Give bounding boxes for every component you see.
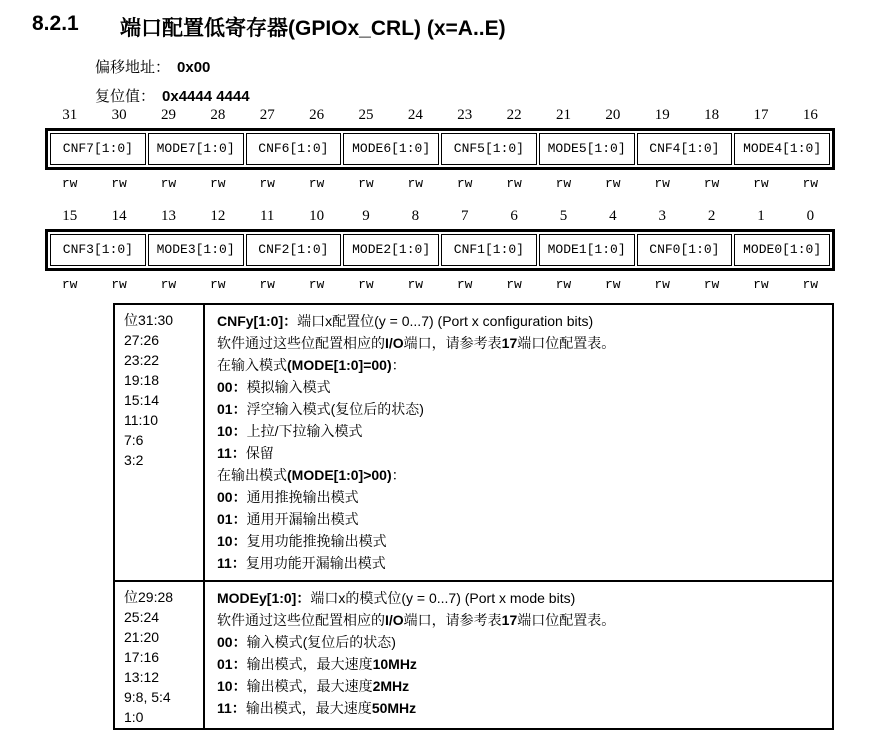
description-segment: ： [391, 357, 406, 373]
access-type-label: rw [506, 176, 522, 191]
bit-description-table [113, 303, 834, 730]
description-segment: 10MHz [372, 656, 417, 672]
description-segment: (MODE[1:0]=00) [287, 357, 392, 373]
bit-number: 10 [309, 208, 325, 224]
description-segment: ： [391, 467, 406, 483]
section-title: 端口配置低寄存器(GPIOx_CRL) (x=A..E) [120, 17, 506, 40]
description-segment: 上拉/下拉输入模式 [246, 423, 363, 439]
description-segment: 50MHz [371, 700, 417, 716]
description-segment: (MODE[1:0]>00) [287, 467, 392, 483]
description-segment: 10： [217, 533, 247, 549]
register-field-cell: MODE4[1:0] [734, 133, 830, 165]
offset-address-line [95, 53, 250, 82]
description-segment: 复用功能开漏输出模式 [245, 555, 386, 571]
bit-number: 31 [62, 107, 78, 123]
description-segment: 01： [217, 656, 247, 672]
bit-number: 9 [362, 208, 370, 224]
description-line [217, 609, 824, 631]
bit-range-line: 位29:28 [124, 589, 174, 605]
description-line [217, 508, 824, 530]
bit-number: 24 [407, 107, 423, 123]
access-type-label: rw [703, 277, 720, 292]
bit-number: 8 [411, 208, 420, 224]
description-line [217, 486, 824, 508]
bit-number: 18 [704, 107, 720, 123]
description-segment: 端口，请参考表 [403, 335, 502, 351]
bit-number: 26 [309, 107, 325, 123]
description-segment: 保留 [245, 445, 274, 461]
description-segment: 17 [501, 335, 518, 351]
register-field-cell: CNF3[1:0] [50, 234, 146, 266]
access-type-label: rw [259, 176, 275, 191]
offset-address-value: 0x00 [177, 59, 211, 76]
bit-description-cell [205, 305, 832, 582]
bit-range-line: 27:26 [124, 332, 160, 348]
access-type-label: rw [703, 176, 720, 191]
access-type-label: rw [654, 176, 670, 191]
bit-range-line: 17:16 [124, 649, 160, 665]
description-line [217, 310, 824, 332]
register-field-cell: CNF5[1:0] [441, 133, 537, 165]
description-line [217, 464, 824, 486]
description-segment: 端口x的模式位(y = 0...7) (Port x mode bits) [310, 590, 576, 606]
bit-numbers-row [45, 206, 835, 226]
register-field-cell: MODE3[1:0] [148, 234, 244, 266]
description-segment: 通用推挽输出模式 [246, 489, 359, 505]
bit-number: 7 [460, 208, 469, 224]
description-segment: 复用功能推挽输出模式 [246, 533, 387, 549]
description-segment: 通用开漏输出模式 [246, 511, 359, 527]
description-segment: 01： [217, 511, 247, 527]
description-segment: 2MHz [372, 678, 410, 694]
access-type-label: rw [555, 176, 572, 191]
description-segment: 11： [217, 445, 246, 461]
access-type-label: rw [753, 176, 769, 191]
access-type-label: rw [308, 277, 325, 292]
description-segment: 输入模式(复位后的状态) [246, 634, 396, 650]
description-segment: 软件通过这些位配置相应的 [217, 335, 385, 351]
register-field-cell: MODE0[1:0] [734, 234, 830, 266]
description-line [217, 552, 824, 574]
access-type-label: rw [259, 277, 275, 292]
description-segment: 模拟输入模式 [246, 379, 331, 395]
register-field-cell: MODE7[1:0] [148, 133, 244, 165]
description-segment: 端口位配置表。 [517, 335, 616, 351]
register-field-cell: CNF2[1:0] [246, 234, 342, 266]
description-line [217, 420, 824, 442]
description-line [217, 354, 824, 376]
description-line [217, 587, 824, 609]
description-segment: CNFy[1:0]： [217, 313, 298, 329]
bit-number: 14 [111, 208, 127, 224]
register-field-cell: CNF1[1:0] [441, 234, 537, 266]
register-fields-row [45, 128, 835, 170]
description-line [217, 442, 824, 464]
access-type-label: rw [160, 176, 177, 191]
access-type-label: rw [160, 277, 177, 292]
bit-range-line: 25:24 [124, 609, 160, 625]
description-segment: 00： [217, 379, 247, 395]
access-type-label: rw [456, 176, 473, 191]
access-type-label: rw [407, 277, 424, 292]
description-segment: 10： [217, 678, 247, 694]
bit-range-line: 1:0 [124, 709, 144, 725]
description-line [217, 376, 824, 398]
register-field-cell: CNF4[1:0] [637, 133, 733, 165]
description-line [217, 675, 824, 697]
section-number: 8.2.1 [32, 12, 79, 35]
bit-number: 2 [707, 208, 716, 224]
register-field-cell: MODE5[1:0] [539, 133, 635, 165]
access-type-label: rw [111, 176, 127, 191]
description-segment: MODEy[1:0]： [217, 590, 311, 606]
register-field-cell: CNF6[1:0] [246, 133, 342, 165]
register-field-cell: CNF0[1:0] [637, 234, 733, 266]
description-segment: 00： [217, 634, 247, 650]
description-segment: 在输入模式 [217, 357, 287, 373]
register-row [45, 105, 835, 192]
reset-value-label: 复位值： [95, 88, 156, 105]
access-type-label: rw [407, 176, 424, 191]
description-line [217, 631, 824, 653]
register-meta [95, 53, 250, 111]
bit-number: 30 [111, 107, 127, 123]
bit-description-cell [205, 582, 832, 728]
bit-number: 17 [753, 107, 769, 123]
register-fields-row [45, 229, 835, 271]
access-type-label: rw [358, 176, 374, 191]
register-bit-diagram [45, 105, 835, 293]
bit-number: 15 [62, 208, 78, 224]
bit-range-line: 15:14 [124, 392, 160, 408]
description-segment: 浮空输入模式(复位后的状态) [246, 401, 424, 417]
access-type-label: rw [802, 176, 819, 191]
description-segment: I/O [385, 335, 404, 351]
bit-range-line: 9:8, 5:4 [124, 689, 171, 705]
bit-numbers-row [45, 105, 835, 125]
description-segment: 01： [217, 401, 247, 417]
access-type-label: rw [358, 277, 374, 292]
bit-number: 11 [259, 208, 275, 224]
description-line [217, 653, 824, 675]
access-type-label: rw [802, 277, 819, 292]
description-segment: 11： [217, 555, 246, 571]
access-row [45, 277, 835, 293]
register-field-cell: CNF7[1:0] [50, 133, 146, 165]
bit-number: 4 [609, 208, 617, 224]
bit-range-line: 3:2 [124, 452, 144, 468]
bit-number: 28 [210, 107, 226, 123]
bit-range-line: 位31:30 [124, 312, 174, 328]
bit-number: 25 [358, 107, 374, 123]
description-segment: 端口位配置表。 [517, 612, 616, 628]
description-segment: 端口，请参考表 [403, 612, 502, 628]
bit-number: 13 [160, 208, 176, 224]
register-field-cell: MODE1[1:0] [539, 234, 635, 266]
description-segment: 输出模式，最大速度 [246, 678, 373, 694]
bit-number: 3 [658, 208, 666, 224]
bit-number: 22 [506, 107, 522, 123]
bit-number: 1 [757, 208, 765, 224]
bit-range-line: 19:18 [124, 372, 160, 388]
bit-number: 21 [555, 107, 571, 123]
bit-number: 20 [605, 107, 621, 123]
bit-range-cell [115, 582, 205, 728]
bit-range-line: 11:10 [124, 412, 158, 428]
register-field-cell: MODE6[1:0] [343, 133, 439, 165]
description-segment: I/O [385, 612, 404, 628]
access-type-label: rw [61, 176, 78, 191]
access-type-label: rw [605, 176, 621, 191]
access-type-label: rw [308, 176, 325, 191]
access-type-label: rw [111, 277, 127, 292]
bit-number: 27 [259, 107, 275, 123]
description-line [217, 530, 824, 552]
bit-range-line: 13:12 [124, 669, 160, 685]
description-segment: 在输出模式 [217, 467, 287, 483]
description-segment: 输出模式，最大速度 [246, 656, 373, 672]
bit-range-line: 21:20 [124, 629, 160, 645]
access-row [45, 176, 835, 192]
bit-range-line: 7:6 [124, 432, 144, 448]
description-segment: 17 [501, 612, 518, 628]
bit-range-cell [115, 305, 205, 582]
bit-number: 16 [802, 107, 818, 123]
bit-number: 19 [654, 107, 670, 123]
description-line [217, 697, 824, 719]
bit-number: 29 [160, 107, 176, 123]
description-segment: 10： [217, 423, 247, 439]
bit-number: 0 [806, 208, 815, 224]
access-type-label: rw [555, 277, 572, 292]
register-row [45, 206, 835, 293]
description-segment: 11： [217, 700, 246, 716]
access-type-label: rw [654, 277, 670, 292]
bit-range-line: 23:22 [124, 352, 160, 368]
register-field-cell: MODE2[1:0] [343, 234, 439, 266]
description-segment: 端口x配置位(y = 0...7) (Port x configuration bits) [297, 313, 594, 329]
access-type-label: rw [210, 176, 226, 191]
description-line [217, 332, 824, 354]
description-line [217, 398, 824, 420]
bit-number: 5 [559, 208, 568, 224]
description-segment: 00： [217, 489, 247, 505]
section-heading [32, 12, 506, 42]
bit-number: 12 [210, 208, 226, 224]
description-segment: 软件通过这些位配置相应的 [217, 612, 385, 628]
access-type-label: rw [210, 277, 226, 292]
bit-number: 23 [457, 107, 473, 123]
access-type-label: rw [61, 277, 78, 292]
access-type-label: rw [506, 277, 522, 292]
offset-address-label: 偏移地址： [95, 59, 171, 76]
access-type-label: rw [605, 277, 621, 292]
reset-value-value: 0x4444 4444 [162, 88, 250, 105]
description-segment: 输出模式，最大速度 [245, 700, 372, 716]
access-type-label: rw [456, 277, 473, 292]
access-type-label: rw [753, 277, 769, 292]
bit-number: 6 [510, 208, 518, 224]
